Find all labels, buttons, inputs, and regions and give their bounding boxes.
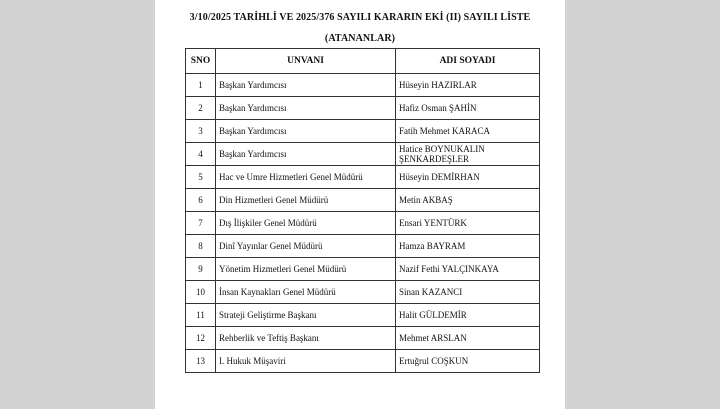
cell-adi-soyadi: Ensari YENTÜRK [396,212,540,235]
cell-sno: 2 [186,97,216,120]
cell-sno: 7 [186,212,216,235]
cell-unvani: Rehberlik ve Teftiş Başkanı [216,327,396,350]
header-adi-soyadi: ADI SOYADI [396,49,540,74]
cell-adi-soyadi: Hüseyin DEMİRHAN [396,166,540,189]
cell-unvani: Başkan Yardımcısı [216,74,396,97]
table-row [186,281,540,304]
cell-sno: 12 [186,327,216,350]
cell-adi-soyadi: Nazif Fethi YALÇINKAYA [396,258,540,281]
document-page [155,0,565,409]
cell-sno: 1 [186,74,216,97]
cell-sno: 11 [186,304,216,327]
cell-unvani: Başkan Yardımcısı [216,143,396,166]
cell-unvani: I. Hukuk Müşaviri [216,350,396,373]
cell-sno: 10 [186,281,216,304]
cell-sno: 9 [186,258,216,281]
cell-unvani: Din Hizmetleri Genel Müdürü [216,189,396,212]
table-row [186,304,540,327]
title-line-1: 3/10/2025 TARİHLİ VE 2025/376 SAYILI KARARIN EKİ (II) SAYILI LİSTE [189,12,531,23]
table-row [186,74,540,97]
cell-adi-soyadi: Fatih Mehmet KARACA [396,120,540,143]
cell-sno: 4 [186,143,216,166]
table-row [186,166,540,189]
cell-sno: 8 [186,235,216,258]
cell-adi-soyadi: Hafiz Osman ŞAHİN [396,97,540,120]
cell-adi-soyadi: Hüseyin HAZIRLAR [396,74,540,97]
title-line-2: (ATANANLAR) [324,33,396,44]
cell-sno: 6 [186,189,216,212]
table-row [186,97,540,120]
cell-adi-soyadi: Metin AKBAŞ [396,189,540,212]
cell-unvani: Başkan Yardımcısı [216,120,396,143]
table-row [186,327,540,350]
cell-unvani: Hac ve Umre Hizmetleri Genel Müdürü [216,166,396,189]
cell-unvani: Strateji Geliştirme Başkanı [216,304,396,327]
table-header-row [186,49,540,74]
cell-adi-soyadi: Hatice BOYNUKALIN ŞENKARDEŞLER [396,143,540,166]
cell-unvani: İnsan Kaynakları Genel Müdürü [216,281,396,304]
cell-adi-soyadi: Mehmet ARSLAN [396,327,540,350]
header-sno: SNO [186,49,216,74]
cell-adi-soyadi: Hamza BAYRAM [396,235,540,258]
table-row [186,350,540,373]
table-row [186,120,540,143]
appointees-table [185,48,540,373]
table-row [186,235,540,258]
cell-sno: 5 [186,166,216,189]
document-title [155,12,565,45]
cell-adi-soyadi: Ertuğrul COŞKUN [396,350,540,373]
cell-unvani: Dinî Yayınlar Genel Müdürü [216,235,396,258]
cell-adi-soyadi: Halit GÜLDEMİR [396,304,540,327]
cell-unvani: Yönetim Hizmetleri Genel Müdürü [216,258,396,281]
cell-sno: 13 [186,350,216,373]
cell-unvani: Başkan Yardımcısı [216,97,396,120]
cell-adi-soyadi: Sinan KAZANCI [396,281,540,304]
table-row [186,143,540,166]
cell-sno: 3 [186,120,216,143]
table-row [186,189,540,212]
header-unvani: UNVANI [216,49,396,74]
cell-unvani: Dış İlişkiler Genel Müdürü [216,212,396,235]
table-row [186,212,540,235]
table-row [186,258,540,281]
